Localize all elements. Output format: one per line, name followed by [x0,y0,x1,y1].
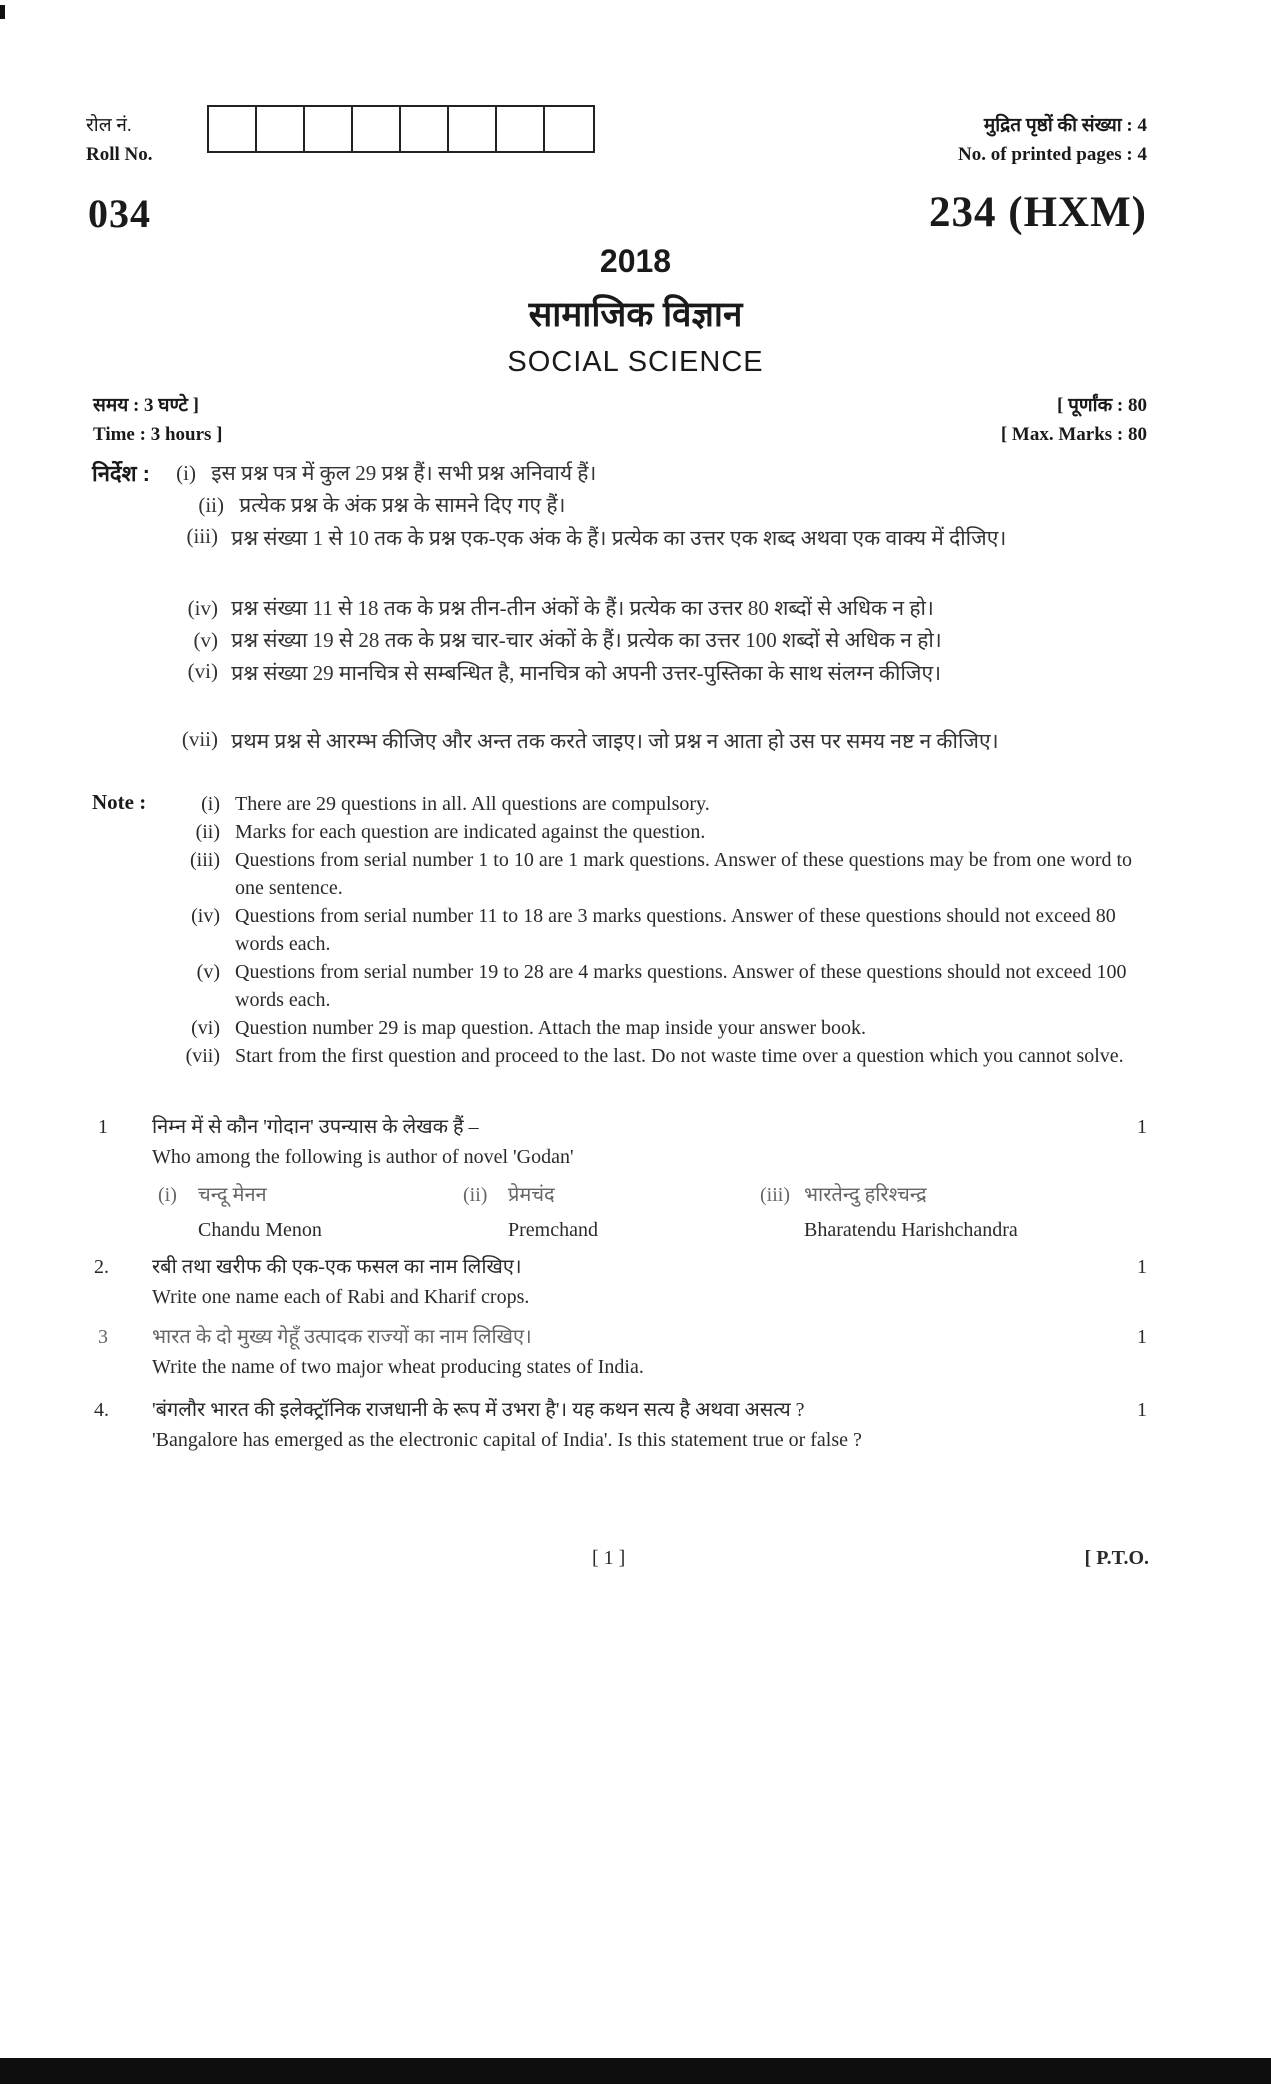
question-marks: 1 [1137,1256,1147,1278]
instruction-text: प्रथम प्रश्न से आरम्भ कीजिए और अन्त तक करते जाइए। जो प्रश्न न आता हो उस पर समय नष्ट न कीजिए। [231,729,999,753]
note-number: (i) [201,793,220,815]
roll-digit-box[interactable] [353,107,401,151]
instruction-item [150,521,1150,556]
note-text: Questions from serial number 1 to 10 are 1 mark questions. Answer of these questions may be from one word to one sentence. [235,849,1133,899]
roll-number-boxes[interactable] [207,105,595,153]
instruction-item [150,458,1150,488]
option-number: (i) [158,1184,177,1206]
instruction-text: प्रश्न संख्या 1 से 10 तक के प्रश्न एक-एक अंक के हैं। प्रत्येक का उत्तर एक शब्द अथवा एक वाक्य में दीजिए। [231,526,1007,550]
note-number: (iii) [190,849,220,871]
question-text-english: Write one name each of Rabi and Kharif crops. [152,1286,530,1308]
max-marks-english: [ Max. Marks : 80 [1000,424,1147,445]
roll-digit-box[interactable] [449,107,497,151]
question-number: 2. [94,1256,109,1278]
question-text-english: Who among the following is author of novel 'Godan' [152,1146,574,1168]
option-text-hindi: चन्दू मेनन [198,1184,267,1206]
option-text-hindi: प्रेमचंद [508,1184,555,1206]
question-number: 3 [98,1326,108,1348]
note-item [160,846,1150,902]
note-item [160,1042,1150,1070]
note-item [160,790,1150,818]
question-text-hindi: भारत के दो मुख्य गेहूँ उत्पादक राज्यों का नाम लिखिए। [152,1326,532,1348]
roll-digit-box[interactable] [401,107,449,151]
instruction-number: (iv) [187,596,218,620]
question-text-english: 'Bangalore has emerged as the electronic capital of India'. Is this statement true or false ? [152,1429,862,1451]
note-number: (iv) [191,905,220,927]
instruction-number: (iii) [186,524,218,548]
subject-title-hindi: सामाजिक विज्ञान [528,295,743,334]
note-text: Questions from serial number 11 to 18 are 3 marks questions. Answer of these questions should not exceed 80 words each. [235,905,1116,955]
question-marks: 1 [1137,1326,1147,1348]
exam-year: 2018 [599,243,672,279]
instruction-item [150,490,1150,520]
note-number: (vi) [191,1017,220,1039]
option-text-hindi: भारतेन्दु हरिश्चन्द्र [804,1184,927,1206]
instruction-text: प्रश्न संख्या 19 से 28 तक के प्रश्न चार-चार अंकों के हैं। प्रत्येक का उत्तर 100 शब्दों से अधिक न हो। [231,628,942,652]
option-text-english: Bharatendu Harishchandra [804,1219,1018,1241]
option-number: (iii) [760,1184,790,1206]
scan-bottom-edge [0,2058,1271,2084]
max-marks-hindi: [ पूर्णांक : 80 [1057,395,1147,416]
note-text: Question number 29 is map question. Attach the map inside your answer book. [235,1017,867,1039]
instruction-number: (vi) [187,659,218,683]
note-item [160,1014,1150,1042]
note-number: (vii) [185,1045,220,1067]
instruction-text: इस प्रश्न पत्र में कुल 29 प्रश्न हैं। सभी प्रश्न अनिवार्य हैं। [211,461,597,485]
note-item [160,902,1150,958]
option-number: (ii) [463,1184,488,1206]
instruction-text: प्रश्न संख्या 29 मानचित्र से सम्बन्धित है, मानचित्र को अपनी उत्तर-पुस्तिका के साथ संलग्न कीजिए। [231,661,942,685]
roll-digit-box[interactable] [497,107,545,151]
instruction-number: (v) [193,628,218,652]
note-number: (ii) [195,821,220,843]
instruction-text: प्रत्येक प्रश्न के अंक प्रश्न के सामने दिए गए हैं। [239,493,566,517]
roll-label-hindi: रोल नं. [86,115,132,136]
page-number: [ 1 ] [592,1547,626,1569]
question-text-hindi: 'बंगलौर भारत की इलेक्ट्रॉनिक राजधानी के रूप में उभरा है'। यह कथन सत्य है अथवा असत्य ? [152,1399,805,1421]
instruction-item [150,593,1150,623]
roll-digit-box[interactable] [305,107,353,151]
question-marks: 1 [1137,1399,1147,1421]
instruction-text: प्रश्न संख्या 11 से 18 तक के प्रश्न तीन-तीन अंकों के हैं। प्रत्येक का उत्तर 80 शब्दों से अधिक न हो। [231,596,934,620]
instruction-item [150,625,1150,655]
note-text: Start from the first question and proceed to the last. Do not waste time over a question which you cannot solve. [235,1045,1124,1067]
roll-digit-box[interactable] [545,107,593,151]
please-turn-over: [ P.T.O. [1084,1547,1149,1569]
roll-label-english: Roll No. [86,144,153,165]
time-hindi: समय : 3 घण्टे ] [93,395,200,416]
note-item [160,818,1150,846]
note-text: Questions from serial number 19 to 28 are 4 marks questions. Answer of these questions should not exceed 100 words each. [235,961,1127,1011]
time-english: Time : 3 hours ] [93,424,223,445]
option-text-english: Chandu Menon [198,1219,322,1241]
scan-edge-mark [0,5,5,19]
question-number: 1 [98,1116,108,1138]
instruction-number: (vii) [181,727,218,751]
note-text: Marks for each question are indicated against the question. [235,821,706,843]
question-number: 4. [94,1399,109,1421]
instruction-item [150,724,1150,758]
option-text-english: Premchand [508,1219,598,1241]
paper-code-left: 034 [88,191,151,236]
note-number: (v) [196,961,220,983]
subject-title-english: SOCIAL SCIENCE [507,346,764,378]
notes-label-english: Note : [92,790,147,814]
question-text-english: Write the name of two major wheat producing states of India. [152,1356,644,1378]
instruction-number: (i) [176,461,196,485]
instruction-item [150,656,1150,690]
roll-digit-box[interactable] [257,107,305,151]
paper-code-right: 234 (HXM) [929,189,1147,236]
instructions-label-hindi: निर्देश : [92,461,150,486]
printed-pages-hindi: मुद्रित पृष्ठों की संख्या : 4 [983,115,1147,136]
instruction-number: (ii) [198,493,224,517]
note-item [160,958,1150,1014]
question-text-hindi: निम्न में से कौन 'गोदान' उपन्यास के लेखक हैं – [152,1116,479,1138]
roll-digit-box[interactable] [209,107,257,151]
question-marks: 1 [1137,1116,1147,1138]
note-text: There are 29 questions in all. All questions are compulsory. [235,793,710,815]
question-text-hindi: रबी तथा खरीफ की एक-एक फसल का नाम लिखिए। [152,1256,522,1278]
printed-pages-english: No. of printed pages : 4 [958,144,1147,165]
